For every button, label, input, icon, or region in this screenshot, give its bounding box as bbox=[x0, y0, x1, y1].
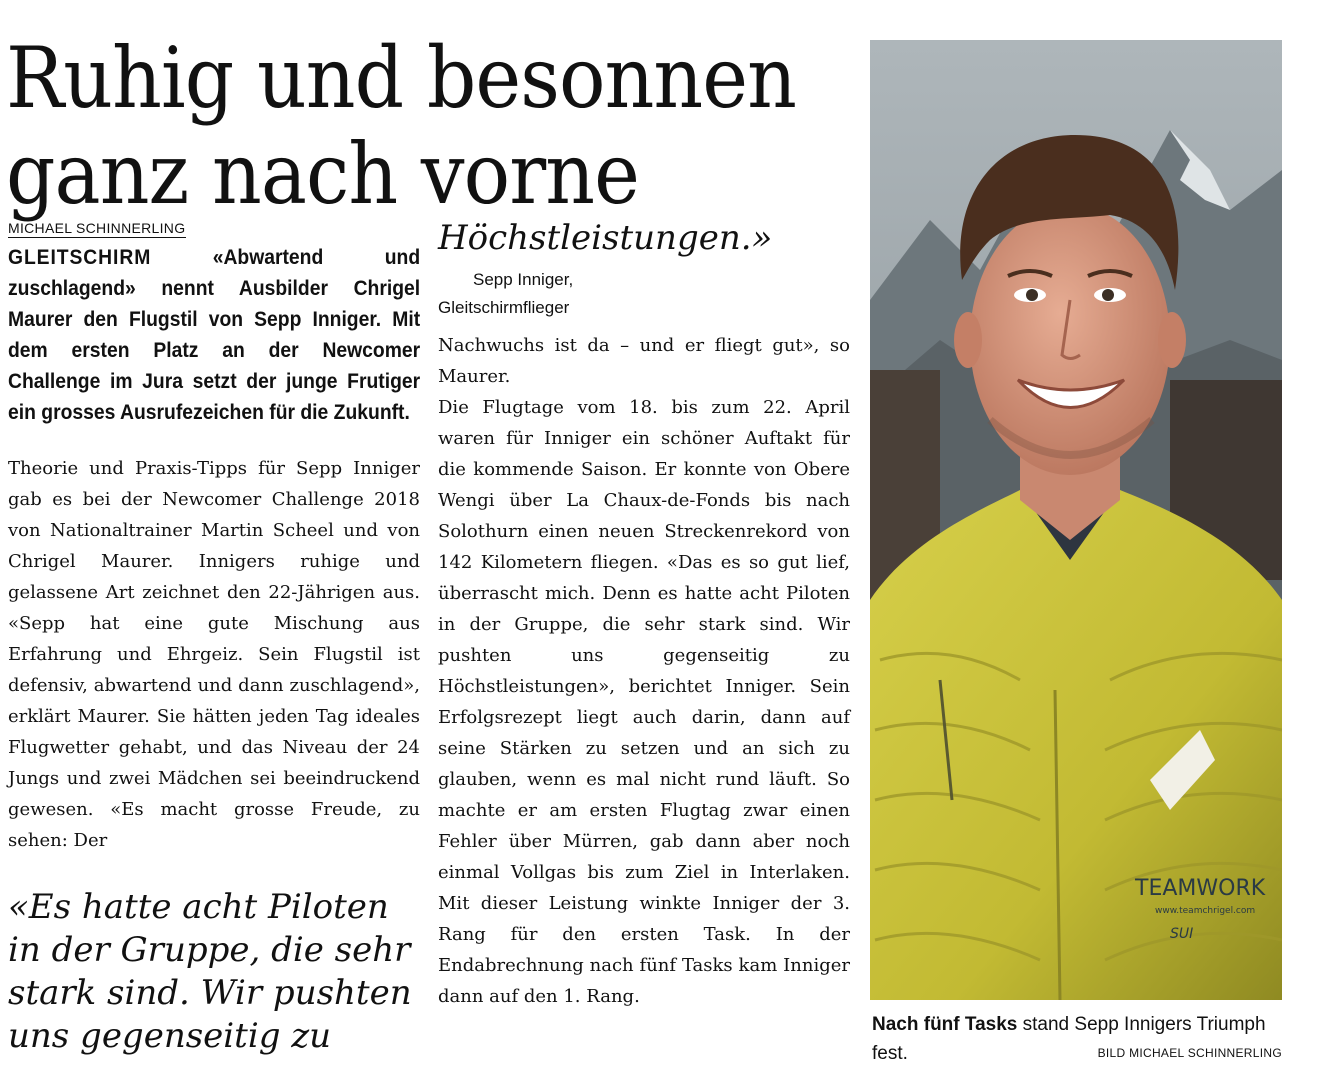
col2-paragraph-1: Nachwuchs ist da – und er fliegt gut», so Maurer. bbox=[438, 335, 850, 387]
body-column-2 bbox=[438, 330, 850, 1012]
body-column-1 bbox=[8, 453, 420, 856]
lead-text: «Abwartend und zuschlagend» nennt Ausbilder Chrigel Maurer den Flugstil von Sepp Inniger. Mit dem ersten Platz an der Newcomer Challenge im Jura setzt der junge Frutiger ein grosses Ausrufezeichen für die Zukunft. bbox=[8, 246, 421, 424]
col2-paragraph-2: Die Flugtage vom 18. bis zum 22. April waren für Inniger ein schöner Auftakt für die kommende Saison. Er konnte von Obere Wengi über La Chaux-de-Fonds bis nach Solothurn einen neuen Streckenrekord von 142 Kilometern fliegen. «Das es so gut lief, überrascht mich. Denn es hatte acht Piloten in der Gruppe, die sehr stark sind. Wir pushten uns gegenseitig zu Höchstleistungen», berichtet Inniger. Sein Erfolgsrezept liegt auch darin, dann auf seine Stärken zu setzen und an sich zu glauben, wenn es mal nicht rund läuft. So machte er am ersten Flugtag zwar einen Fehler über Mürren, gab dann aber noch einmal Vollgas bis zum Ziel in Interlaken. Mit dieser Leistung winkte Inniger der 3. Rang für den ersten Task. In der Endabrechnung nach fünf Tasks kam Inniger dann auf den 1. Rang. bbox=[438, 397, 850, 1007]
jacket-url-text: www.teamchrigel.com bbox=[1155, 906, 1256, 916]
quote-role: Gleitschirmflieger bbox=[438, 298, 570, 317]
jacket-brand-text: TEAMWORK bbox=[1135, 876, 1266, 901]
lead-paragraph bbox=[8, 242, 420, 428]
pull-quote-continued: Höchstleistungen.» bbox=[438, 218, 773, 258]
caption-bold: Nach fünf Tasks bbox=[872, 1014, 1018, 1035]
headline-line-2: ganz nach vorne bbox=[6, 125, 639, 223]
quote-name: Sepp Inniger, bbox=[473, 270, 574, 289]
col1-paragraph: Theorie und Praxis-Tipps für Sepp Inniger gab es bei der Newcomer Challenge 2018 von Nationaltrainer Martin Scheel und von Chrigel Maurer. Innigers ruhige und gelassene Art zeichnet den 22-Jährigen aus. «Sepp hat eine gute Mischung aus Erfahrung und Ehrgeiz. Sein Flugstil ist defensiv, abwartend und dann zuschlagend», erklärt Maurer. Sie hätten jeden Tag ideales Flugwetter gehabt, und das Niveau der 24 Jungs und zwei Mädchen sei beeindruckend gewesen. «Es macht grosse Freude, zu sehen: Der bbox=[8, 458, 420, 851]
byline: MICHAEL SCHINNERLING bbox=[8, 220, 186, 236]
jacket-tag-text: SUI bbox=[1170, 926, 1194, 942]
headline bbox=[6, 29, 796, 223]
headline-line-1: Ruhig und besonnen bbox=[6, 29, 796, 127]
portrait-photo bbox=[870, 40, 1282, 1000]
quote-attribution bbox=[438, 266, 850, 322]
caption-text: stand Sepp Innigers Triumph fest. bbox=[872, 1014, 1266, 1064]
photo-credit: BILD MICHAEL SCHINNERLING bbox=[1097, 1046, 1282, 1060]
lead-kicker: GLEITSCHIRM bbox=[8, 246, 152, 269]
portrait-illustration bbox=[870, 40, 1282, 1000]
pull-quote: «Es hatte acht Piloten in der Gruppe, die sehr stark sind. Wir pushten uns gegenseitig zu bbox=[8, 887, 412, 1056]
